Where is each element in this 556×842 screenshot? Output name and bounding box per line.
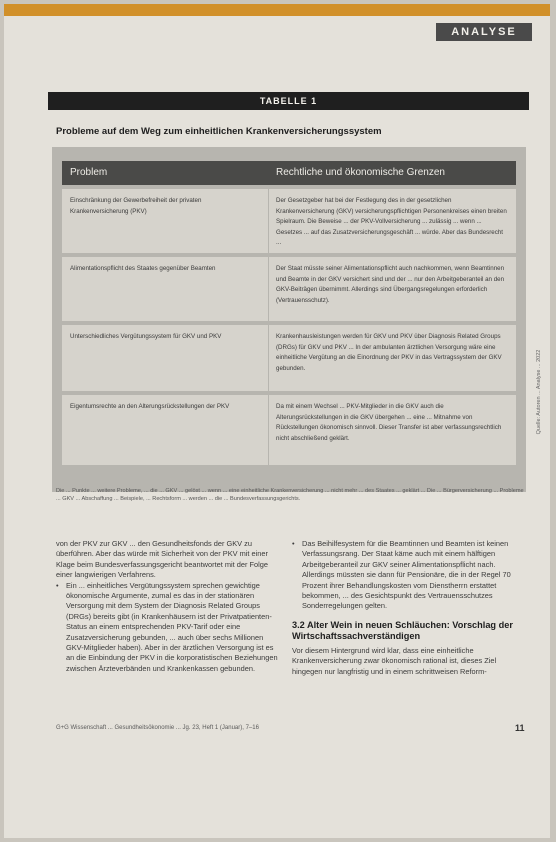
list-item: [292, 539, 526, 612]
list-item: [56, 581, 282, 675]
table-row: [62, 395, 516, 465]
table: [52, 147, 526, 492]
page: [4, 4, 550, 838]
table-header-problem: Problem: [70, 167, 108, 178]
right-column: [292, 539, 526, 677]
page-number: 11: [515, 723, 525, 733]
table-cell-problem: Eigentumsrechte an den Alterungsrückstellungen der PKV: [70, 403, 230, 410]
top-accent-bar: [4, 4, 550, 16]
table-header-limits: Rechtliche und ökonomische Grenzen: [276, 167, 445, 178]
table-cell-limits: Da mit einem Wechsel ... PKV-Mitglieder in die GKV auch die Alterungsrückstellungen in die GKV übergehen ... eine ... Mitnahme von Rückstellungen ökonomisch sinnvoll. Dieser Transfer ist aber verfassungsrechtlich nicht abschließend geklärt.: [276, 403, 502, 442]
list-item-text: Das Beihilfesystem für die Beamtinnen und Beamten ist keinen Verfassungsrang. Der Staat käme auch mit einem hälftigen Arbeitgeberanteil zur GKV seiner Alimentationspflicht nach. Allerdings müssten sie dann für Pensionäre, die in der Regel 70 Prozent ihrer Behandlungskosten vom Dienstherrn erstattet bekommen, ... des Gesichtspunkt des Vertrauensschutzes Sonderregelungen gelten.: [302, 539, 511, 611]
bullet-icon: •: [56, 580, 59, 590]
table-row: [62, 325, 516, 391]
table-cell-problem: Einschränkung der Gewerbefreiheit der privaten Krankenversicherung (PKV): [70, 197, 202, 215]
column-divider: [268, 325, 269, 391]
section-label: ANALYSE: [436, 23, 532, 41]
table-row: [62, 189, 516, 253]
side-note: [534, 244, 544, 544]
table-title: Probleme auf dem Weg zum einheitlichen Krankenversicherungssystem: [56, 126, 382, 137]
left-column: [56, 539, 282, 674]
bullet-icon: •: [292, 539, 295, 548]
table-cell-limits: Krankenhausleistungen werden für GKV und PKV über Diagnosis Related Groups (DRGs) für GKV und PKV ... In der ambulanten ärztlichen Versorgung wäre eine einheitliche Vergütung an die Einordnung der PKV in das Vertragssystem der GKV gebunden.: [276, 333, 502, 372]
table-row: [62, 257, 516, 321]
table-cell-limits: Der Staat müsste seiner Alimentationspflicht auch nachkommen, wenn Beamtinnen und Beamte in der GKV versichert sind und der ... nur den Arbeitgeberanteil an den GKV-Beiträgen übernimmt. Allerdings sind Übergangsregelungen erforderlich (Vertrauensschutz).: [276, 265, 505, 304]
column-divider: [268, 189, 269, 253]
column-divider: [268, 257, 269, 321]
table-footnote: Die ... Punkte ... weitere Probleme, ... die ... GKV ... gelöst ... wenn ... eine einheitliche Krankenversicherung ... nicht mehr ... des Staates ... geklärt ... Die ... Bürgerversicherung ... Probleme ... GKV ... Abschaffung ... Beispiele, ... Rechtsform ... werden ... die ... Bundesverfassungsgerichts.: [56, 488, 524, 502]
table-cell-problem: Unterschiedliches Vergütungssystem für GKV und PKV: [70, 333, 222, 340]
table-cell-problem: Alimentationspflicht des Staates gegenüber Beamten: [70, 265, 216, 272]
side-note-text: Quelle: Autoren ... Analyse ... 2022: [536, 349, 542, 435]
table-header-row: [62, 161, 516, 185]
paragraph: Vor diesem Hintergrund wird klar, dass eine einheitliche Krankenversicherung zwar ökonomisch rational ist, dieses Ziel hingegen nur langfristig und in einem schrittweisen Reform-: [292, 645, 497, 676]
paragraph: von der PKV zur GKV ... den Gesundheitsfonds der GKV zu überführen. Aber das würde mit Sicherheit von der PKV mit einer Klage beim Bundesverfassungsgericht beantwortet mit der Folge einer langwierigen Verfahrens.: [56, 539, 268, 580]
table-label: TABELLE 1: [48, 92, 529, 110]
list-item-text: Ein ... einheitliches Vergütungssystem sprechen gewichtige ökonomische Argumente, zumal es das in der stationären Versorgung mit dem System der Diagnosis Related Groups (DRGs) bereits gibt (in Krankenhäusern ist der Privatpatienten-Status an einem entsprechenden PKV-Tarif oder eine Zusatzversicherung gebunden, ... auch über sechs Millionen GKV-Mitglieder haben). Aber in der ärztlichen Versorgung ist es an die Einbindung der PKV in die korporatistischen Beziehungen zwischen Ärzteverbänden und Krankenkassen gebunden.: [66, 580, 278, 673]
section-heading: 3.2 Alter Wein in neuen Schläuchen: Vorschlag der Wirtschaftssachverständigen: [292, 619, 513, 641]
footer-citation: G+G Wissenschaft ... Gesundheitsökonomie ... Jg. 23, Heft 1 (Januar), 7–16: [56, 725, 259, 731]
column-divider: [268, 395, 269, 465]
table-cell-limits: Der Gesetzgeber hat bei der Festlegung des in der gesetzlichen Krankenversicherung (GKV) versicherungspflichtigen Personenkreises einen breiten Spielraum. Die Beweise ... der PKV-Vollversicherung ... zulässig ... wenn ... Gesetzes ... auf das Zusatzversicherungsgeschäft ... würde. Aber das Bundesrecht ...: [276, 197, 507, 246]
